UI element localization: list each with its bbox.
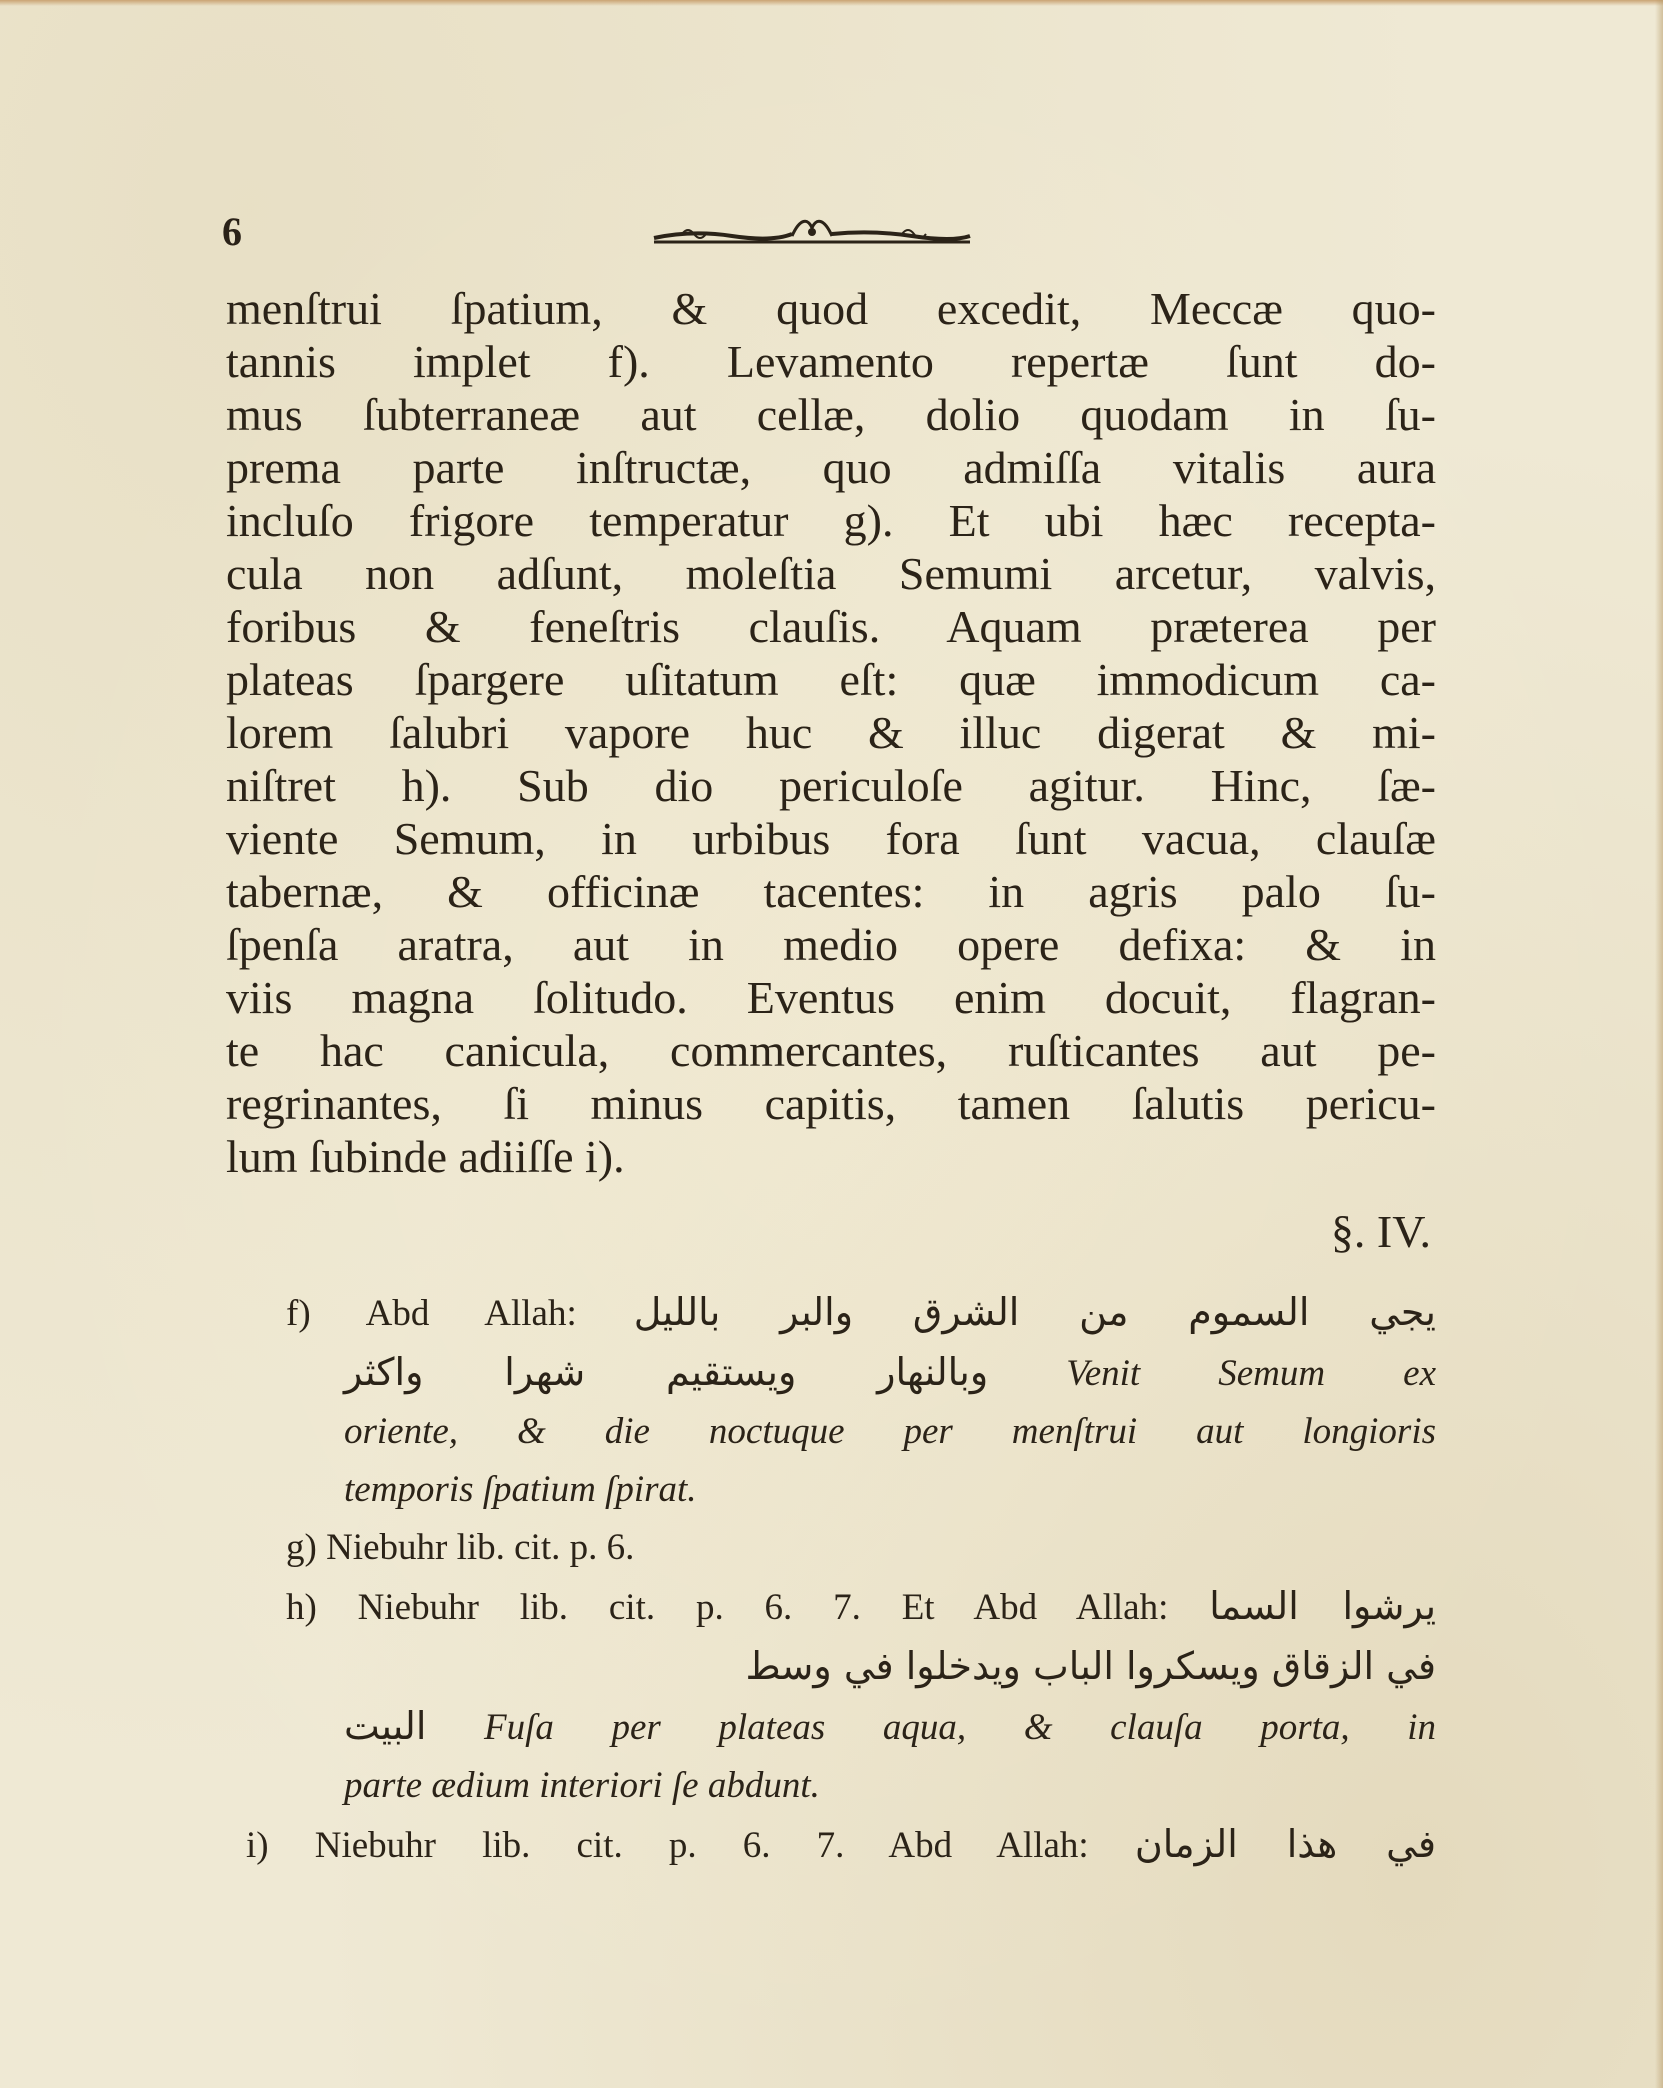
footnote-g: [286, 1519, 1436, 1577]
footnote-lead: Niebuhr lib. cit. p. 6. 7. Abd Allah:: [314, 1825, 1089, 1866]
latin-translation: oriente, & die noctuque per menſtrui aut longioris: [344, 1411, 1436, 1452]
text-line: ſpenſa aratra, aut in medio opere defixa: & in: [226, 919, 1436, 970]
page-edge-top: [0, 0, 1663, 6]
footnote-line: [246, 1815, 1436, 1875]
footnote-marker: g): [286, 1527, 317, 1568]
page-edge-right: [1655, 0, 1663, 2088]
page-header: [222, 200, 1442, 260]
arabic-text: في الزقاق ويسكروا الباب ويدخلوا في وسط: [745, 1644, 1436, 1688]
latin-translation: parte ædium interiori ſe abdunt.: [344, 1765, 820, 1806]
footnote-h: [286, 1577, 1436, 1815]
footnote-line: [286, 1577, 1436, 1637]
text-line: lum ſubinde adiiſſe i).: [226, 1131, 625, 1182]
footnotes: [246, 1283, 1437, 1875]
text-line: plateas ſpargere uſitatum eſt: quæ immodicum ca-: [226, 654, 1436, 705]
footnote-i: [246, 1815, 1437, 1875]
arabic-text: يرشوا السما: [1209, 1584, 1437, 1628]
footnote-lead: Niebuhr lib. cit. p. 6. 7. Et Abd Allah:: [357, 1587, 1169, 1628]
text-line: prema parte inſtructæ, quo admiſſa vitalis aura: [226, 442, 1436, 493]
text-line: te hac canicula, commercantes, ruſticantes aut pe-: [226, 1025, 1436, 1076]
footnote-marker: f): [286, 1293, 311, 1334]
latin-translation: temporis ſpatium ſpirat.: [344, 1469, 697, 1510]
text-line: niſtret h). Sub dio periculoſe agitur. Hinc, ſæ-: [226, 760, 1436, 811]
footnote-f: [286, 1283, 1436, 1519]
text-line: viis magna ſolitudo. Eventus enim docuit, flagran-: [226, 972, 1436, 1023]
latin-translation: Fuſa per plateas aqua, & clauſa porta, in: [484, 1707, 1437, 1748]
footnote-lead: Abd Allah:: [365, 1293, 577, 1334]
text-line: foribus & feneſtris clauſis. Aquam præterea per: [226, 601, 1436, 652]
text-line: viente Semum, in urbibus fora ſunt vacua, clauſæ: [226, 813, 1436, 864]
footnote-line: [286, 1697, 1436, 1757]
footnote-line: [286, 1283, 1436, 1343]
footnote-text: Niebuhr lib. cit. p. 6.: [326, 1527, 635, 1568]
text-line: mus ſubterraneæ aut cellæ, dolio quodam in ſu-: [226, 389, 1436, 440]
footnote-line: [286, 1519, 1436, 1577]
arabic-text: وبالنهار ويستقيم شهرا واكثر: [344, 1350, 989, 1394]
ornament-rule-icon: [652, 212, 972, 246]
footnote-line: [286, 1637, 1436, 1697]
text-line: incluſo frigore temperatur g). Et ubi hæc recepta-: [226, 495, 1436, 546]
text-line: regrinantes, ſi minus capitis, tamen ſalutis pericu-: [226, 1078, 1436, 1129]
footnote-marker: h): [286, 1587, 317, 1628]
main-paragraph: [226, 282, 1436, 1183]
page-number: 6: [222, 209, 242, 254]
text-line: tannis implet f). Levamento repertæ ſunt do-: [226, 336, 1436, 387]
footnote-marker: i): [246, 1825, 269, 1866]
text-line: tabernæ, & officinæ tacentes: in agris palo ſu-: [226, 866, 1436, 917]
arabic-text: يجي السموم من الشرق والبر بالليل: [633, 1290, 1436, 1334]
text-line: cula non adſunt, moleſtia Semumi arcetur, valvis,: [226, 548, 1436, 599]
text-line: menſtrui ſpatium, & quod excedit, Meccæ quo-: [226, 283, 1436, 334]
text-line: lorem ſalubri vapore huc & illuc digerat & mi-: [226, 707, 1436, 758]
section-heading: §. IV.: [1330, 1206, 1431, 1257]
footnote-line: [286, 1343, 1436, 1403]
arabic-text: في هذا الزمان: [1134, 1822, 1437, 1866]
latin-translation: Venit Semum ex: [1066, 1353, 1436, 1394]
arabic-text: البيت: [344, 1704, 427, 1748]
